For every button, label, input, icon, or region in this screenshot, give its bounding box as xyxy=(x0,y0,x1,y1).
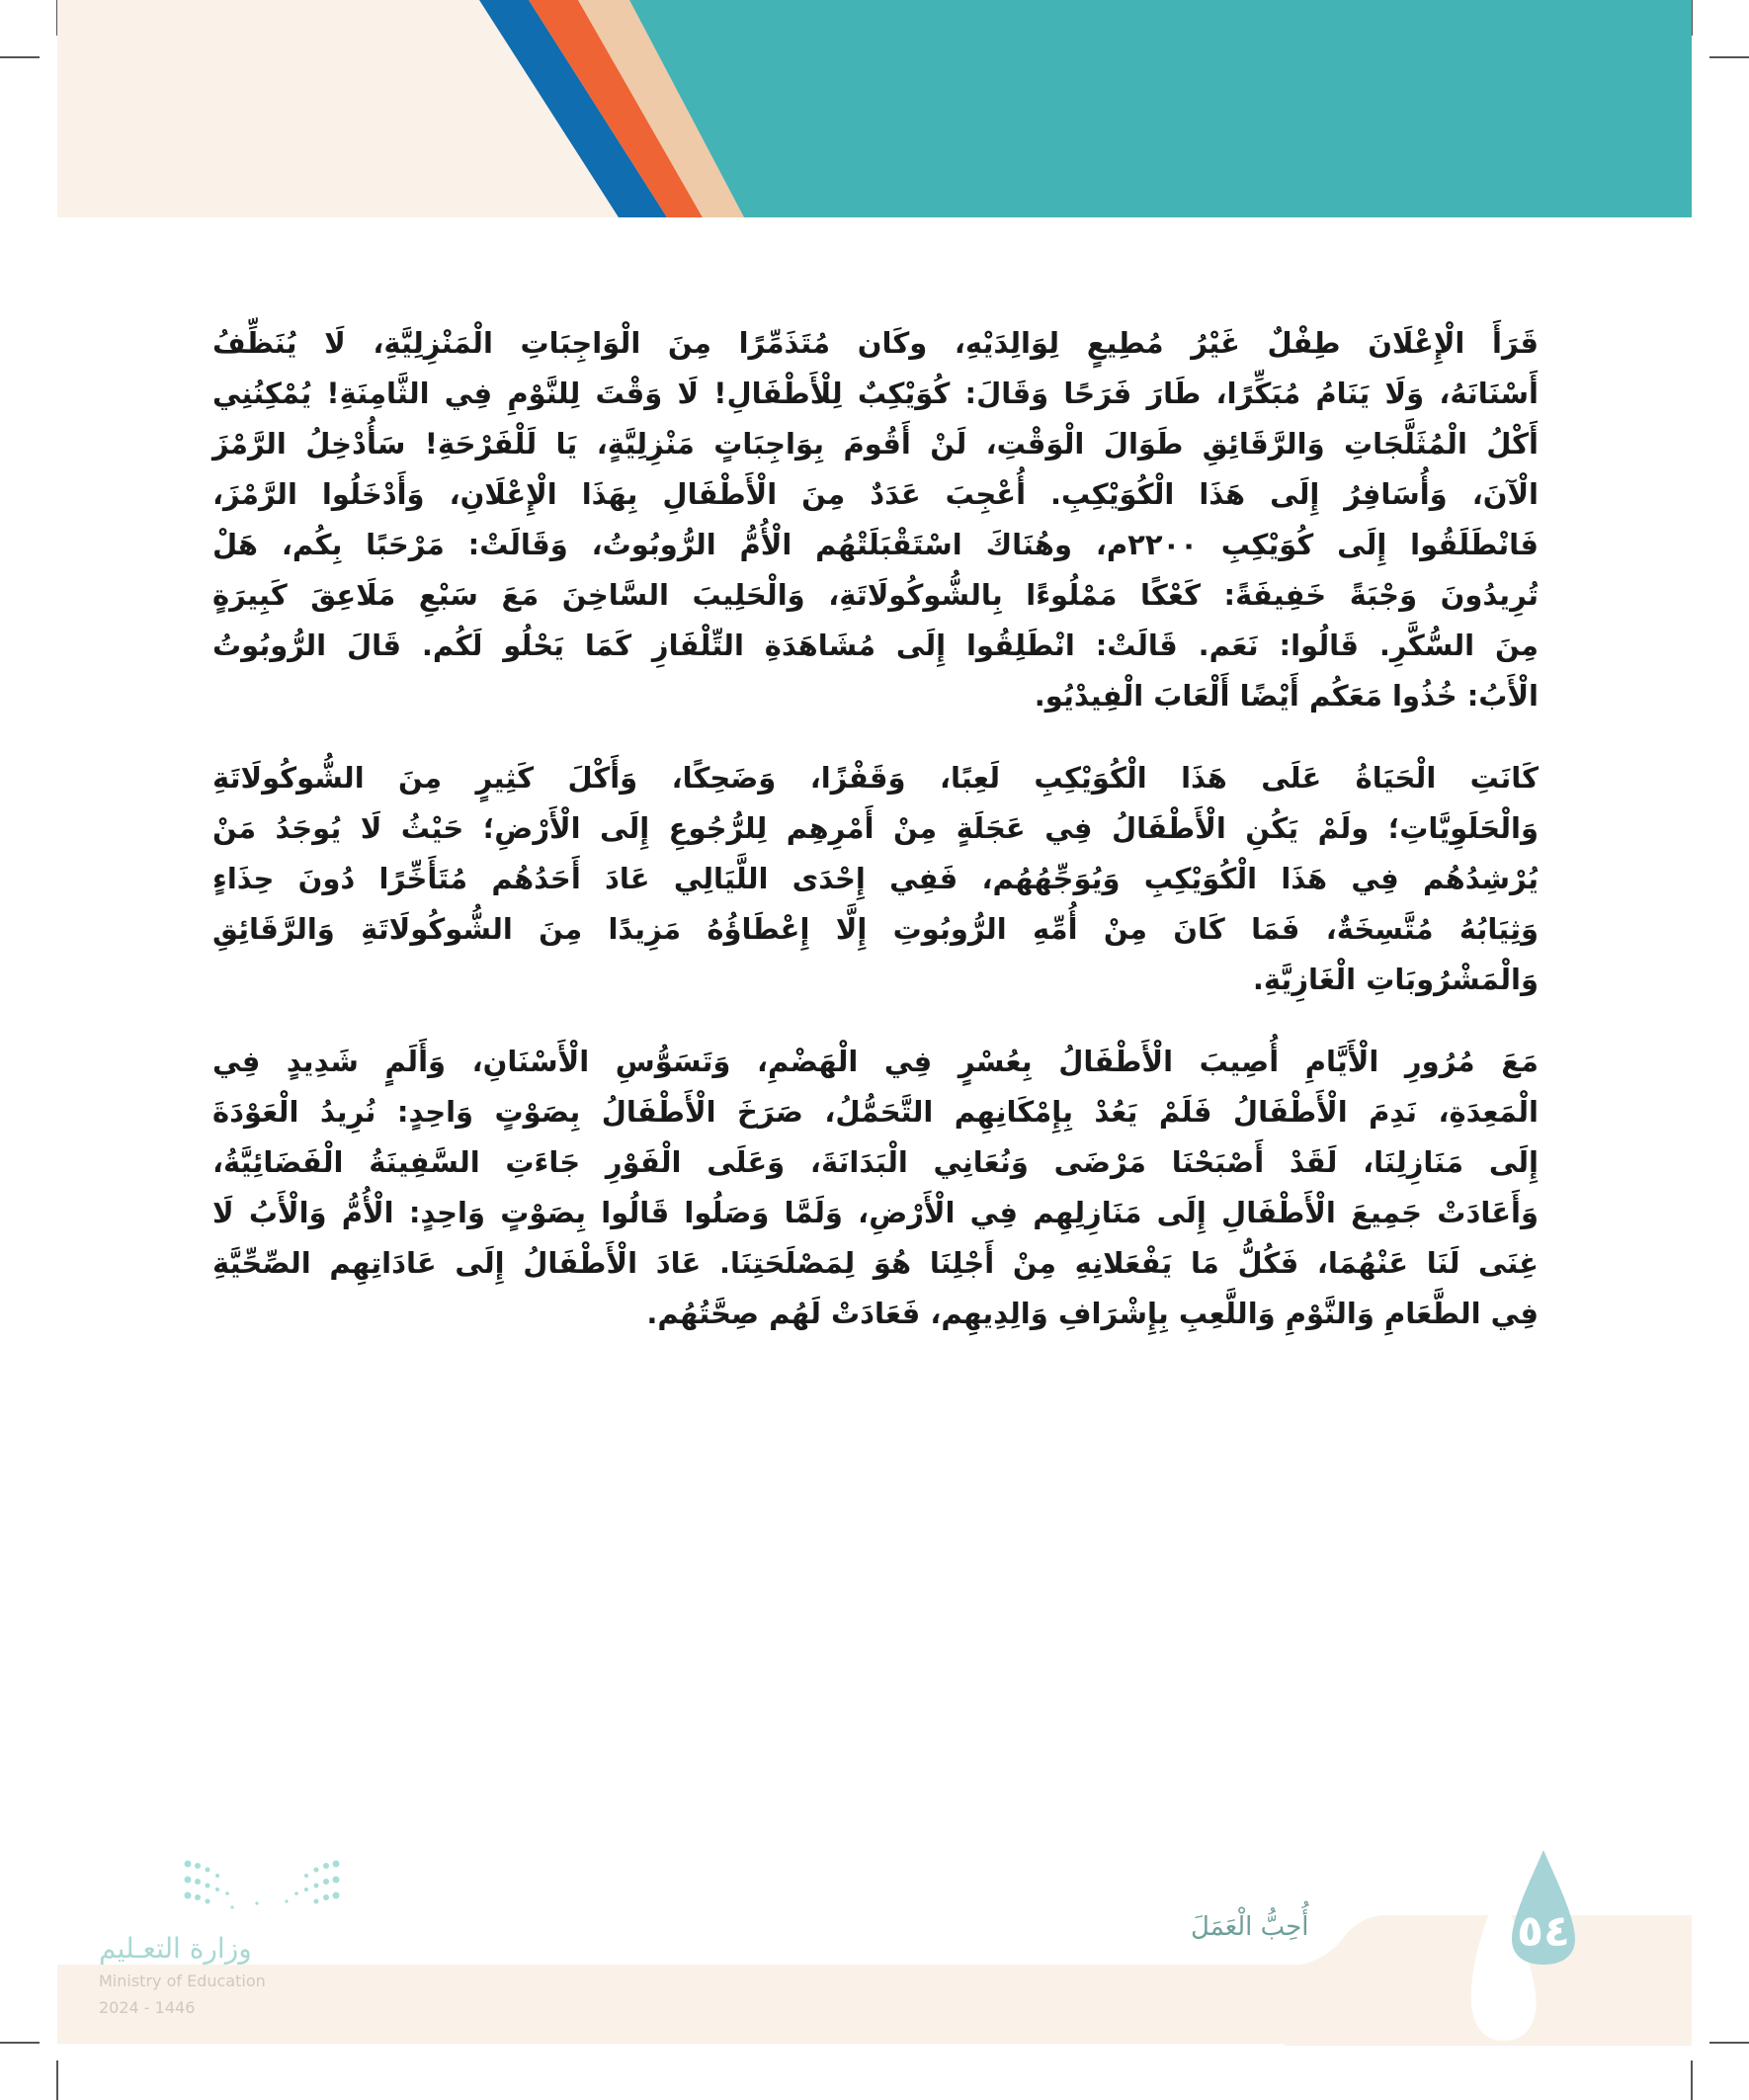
text-line: وَالْمَشْرُوبَاتِ الْغَازِيَّةِ. xyxy=(1252,963,1539,996)
text-line: الْمَعِدَةِ، نَدِمَ الْأَطْفَالُ فَلَمْ يَعُدْ بِإِمْكَانِهِم التَّحَمُّلُ، صَرَخَ الْأَطْفَالُ بِصَوْتٍ وَاحِدٍ: نُرِيدُ الْعَوْدَةَ xyxy=(212,1095,1539,1129)
text-line: يُرْشِدُهُم فِي هَذَا الْكُوَيْكِبِ وَيُوَجِّهُهُم، فَفِي إِحْدَى اللَّيَالِي عَادَ أَحَدُهُم مُتَأَخِّرًا دُونَ حِذَاءٍ xyxy=(212,862,1539,895)
paragraph-3 xyxy=(212,1037,1539,1339)
text-line: الْآنَ، وَأُسَافِرُ إِلَى هَذَا الْكُوَيْكِبِ. أُعْجِبَ عَدَدٌ مِنَ الْأَطْفَالِ بِهَذَا الْإِعْلَانِ، وَأَدْخَلُوا الرَّمْزَ، xyxy=(212,477,1539,511)
text-line: فَانْطَلَقُوا إِلَى كُوَيْكِبِ ٢٢٠٠م، وهُنَاكَ اسْتَقْبَلَتْهُم الْأُمُّ الرُّوبُوتُ، وَقَالَتْ: مَرْحَبًا بِكُم، هَلْ xyxy=(212,528,1539,561)
text-line: مَعَ مُرُورِ الْأَيَّامِ أُصِيبَ الْأَطْفَالُ بِعُسْرٍ فِي الْهَضْمِ، وَتَسَوُّسِ الْأَسْنَانِ، وَأَلَمٍ شَدِيدٍ فِي xyxy=(212,1045,1539,1078)
paragraph-2 xyxy=(212,753,1539,1005)
crop-mark xyxy=(0,56,40,58)
edition-year: 2024 - 1446 xyxy=(99,1998,196,2017)
text-line: وَالْحَلَوِيَّاتِ؛ ولَمْ يَكُنِ الْأَطْفَالُ فِي عَجَلَةٍ مِنْ أَمْرِهِم لِلرُّجُوعِ إِلَى الْأَرْضِ؛ حَيْثُ لَا يُوجَدُ مَنْ xyxy=(212,811,1539,845)
text-line: وَثِيَابُهُ مُتَّسِخَةٌ، فَمَا كَانَ مِنْ أُمِّهِ الرُّوبُوتِ إِلَّا إِعْطَاؤُهُ مَزِيدًا مِنَ الشُّوكُولَاتَةِ وَالرَّقَائِقِ xyxy=(212,912,1539,946)
paragraph-1 xyxy=(212,318,1539,721)
ministry-name-arabic: وزارة التعـليم xyxy=(99,1932,252,1965)
text-line: وَأَعَادَتْ جَمِيعَ الْأَطْفَالِ إِلَى مَنَازِلِهِم فِي الْأَرْضِ، وَلَمَّا وَصَلُوا قَالُوا بِصَوْتٍ وَاحِدٍ: الْأُمُّ وَالْأَبُ لَا xyxy=(212,1196,1539,1229)
crop-mark xyxy=(56,2060,58,2100)
text-line: غِنَى لَنَا عَنْهُمَا، فَكُلُّ مَا يَفْعَلانِهِ مِنْ أَجْلِنَا هُوَ لِمَصْلَحَتِنَا. عَادَ الْأَطْفَالُ إِلَى عَادَاتِهِم الصِّحِّيَّةِ xyxy=(212,1246,1539,1280)
text-line: كَانَتِ الْحَيَاةُ عَلَى هَذَا الْكُوَيْكِبِ لَعِبًا، وَقَفْزًا، وَضَحِكًا، وَأَكْلَ كَثِيرٍ مِنَ الشُّوكُولَاتَةِ xyxy=(212,761,1539,795)
text-line: أَكْلُ الْمُثَلَّجَاتِ وَالرَّقَائِقِ طَوَالَ الْوَقْتِ، لَنْ أَقُومَ بِوَاجِبَاتٍ مَنْزِلِيَّةٍ، يَا لَلْفَرْحَةِ! سَأُدْخِلُ الرَّمْزَ xyxy=(212,427,1539,461)
text-line: قَرَأَ الْإِعْلَانَ طِفْلٌ غَيْرُ مُطِيعٍ لِوَالِدَيْهِ، وكَان مُتَذَمِّرًا مِنَ الْوَاجِبَاتِ الْمَنْزِلِيَّةِ، لَا يُنَظِّفُ xyxy=(212,326,1539,360)
crop-mark xyxy=(1709,56,1749,58)
text-line: تُرِيدُونَ وَجْبَةً خَفِيفَةً: كَعْكًا مَمْلُوءًا بِالشُّوكُولَاتَةِ، وَالْحَلِيبَ السَّاخِنَ مَعَ سَبْعِ مَلَاعِقَ كَبِيرَةٍ xyxy=(212,578,1539,612)
header-banner xyxy=(57,0,1692,217)
ministry-name-english: Ministry of Education xyxy=(99,1972,266,1990)
header-teal-area xyxy=(629,0,1692,217)
page-number: ٥٤ xyxy=(1517,1906,1570,1957)
crop-mark xyxy=(1691,2060,1693,2100)
story-text xyxy=(212,318,1539,1371)
crop-mark xyxy=(0,2042,40,2044)
text-line: الْأَبُ: خُذُوا مَعَكُم أَيْضًا أَلْعَابَ الْفِيدْيُو. xyxy=(1034,679,1539,713)
text-line: إِلَى مَنَازِلِنَا، لَقَدْ أَصْبَحْنَا مَرْضَى وَنُعَانِي الْبَدَانَةَ، وَعَلَى الْفَوْرِ جَاءَتِ السَّفِينَةُ الْفَضَائِيَّةُ، xyxy=(212,1145,1539,1179)
text-line: مِنَ السُّكَّرِ. قَالُوا: نَعَم. قَالَتْ: انْطَلِقُوا إِلَى مُشَاهَدَةِ التِّلْفَازِ كَمَا يَحْلُو لَكُم. قَالَ الرُّوبُوتُ xyxy=(212,629,1539,662)
footer-wave xyxy=(1285,1897,1700,2046)
book-title: أُحِبُّ الْعَمَلَ xyxy=(1191,1912,1309,1942)
text-line: فِي الطَّعَامِ وَالنَّوْمِ وَاللَّعِبِ بِإِشْرَافِ وَالِدِيهِم، فَعَادَتْ لَهُم صِحَّتُهُم. xyxy=(646,1297,1539,1330)
ministry-logo-icon xyxy=(178,1858,356,1917)
text-line: أَسْنَانَهُ، وَلَا يَنَامُ مُبَكِّرًا، طَارَ فَرَحًا وَقَالَ: كُوَيْكِبٌ لِلْأَطْفَالِ! لَا وَقْتَ لِلنَّوْمِ فِي الثَّامِنَةِ! يُمْكِنُنِي xyxy=(212,377,1539,410)
crop-mark xyxy=(1709,2042,1749,2044)
